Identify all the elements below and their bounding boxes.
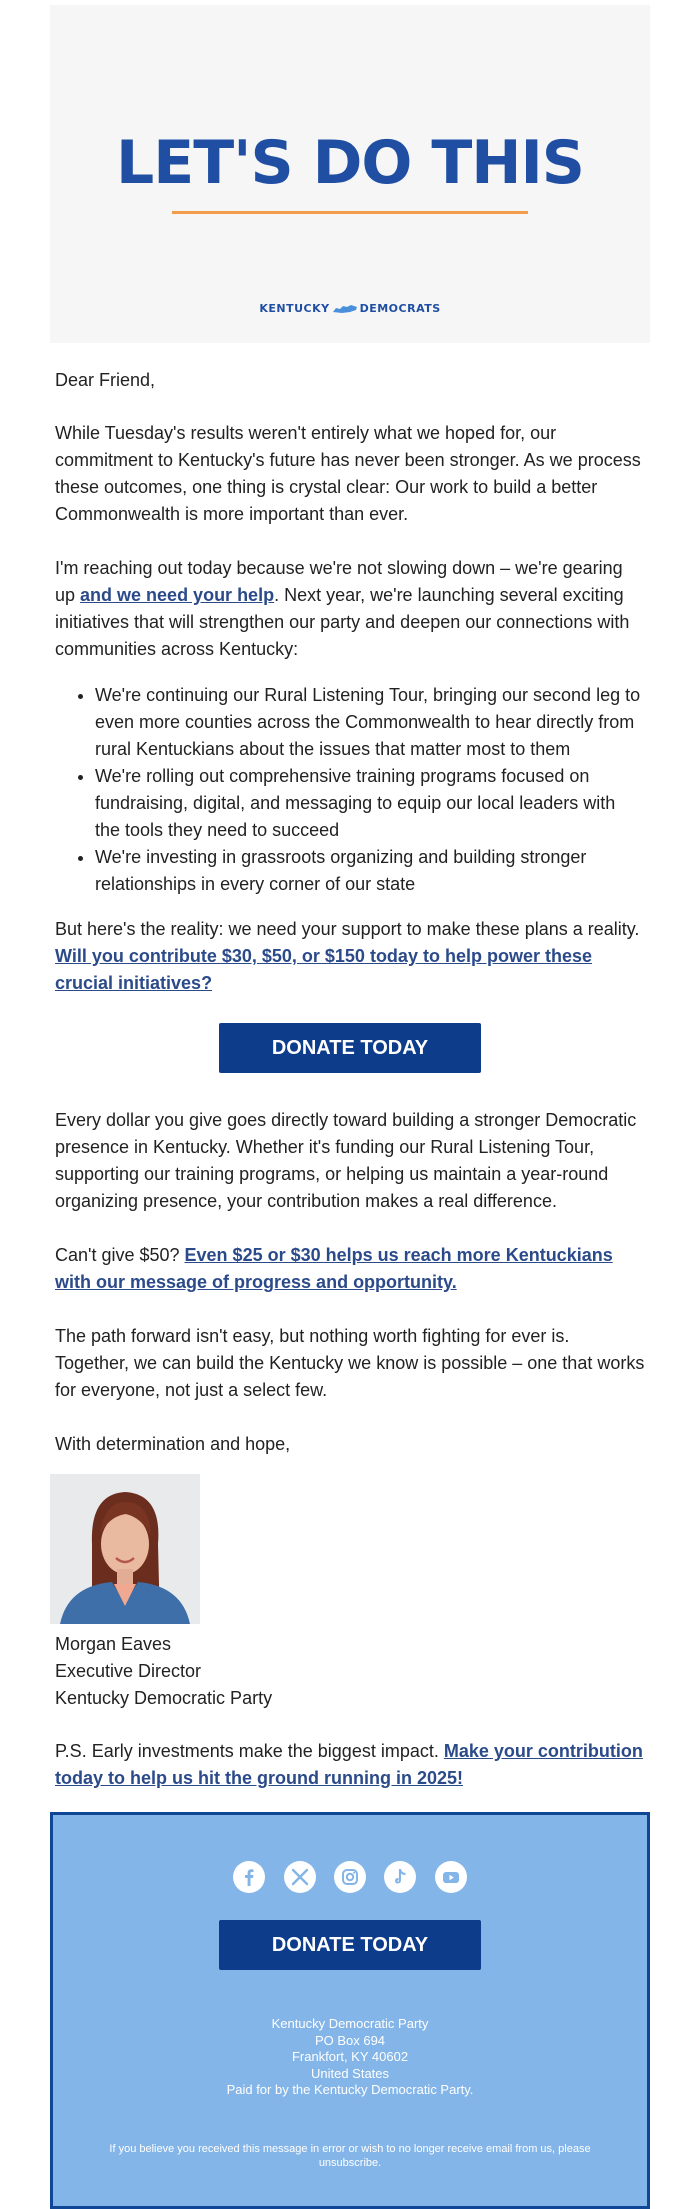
facebook-icon[interactable] bbox=[233, 1861, 265, 1893]
headline-underline bbox=[172, 211, 528, 214]
kentucky-democrats-logo bbox=[50, 302, 650, 315]
x-icon[interactable] bbox=[284, 1861, 316, 1893]
greeting: Dear Friend, bbox=[55, 370, 156, 390]
footer-donate-button[interactable]: DONATE TODAY bbox=[219, 1920, 481, 1970]
logo-right-text: DEMOCRATS bbox=[359, 302, 441, 315]
list-item: • We're investing in grassroots organizing and building stronger relationships in every corner of our state bbox=[95, 844, 645, 898]
footer-po-box: PO Box 694 bbox=[314, 2032, 386, 2048]
paragraph-intro: While Tuesday's results weren't entirely what we hoped for, our commitment to Kentucky's future has never been stronger. As we process these outcomes, one thing is crystal clear: Our work to build a better Commonwealth is more important than ever. bbox=[55, 423, 641, 524]
header-banner bbox=[50, 5, 650, 343]
small-gift-link[interactable]: Even $25 or $30 helps us reach more Kentuckians with our message of progress and opportunity. bbox=[55, 1245, 613, 1292]
footer-paid-for: Paid for by the Kentucky Democratic Party. bbox=[226, 2082, 474, 2097]
logo-left-text: KENTUCKY bbox=[259, 302, 330, 315]
paragraph-path-forward: The path forward isn't easy, but nothing worth fighting for ever is. Together, we can build the Kentucky we know is possible – one that works for everyone, not just a select few. bbox=[55, 1326, 645, 1400]
signer-photo bbox=[50, 1474, 200, 1624]
list-item: • We're continuing our Rural Listening Tour, bringing our second leg to even more counties across the Commonwealth to hear directly from rural Kentuckians about the issues that matter most to them bbox=[95, 682, 645, 763]
contribute-amounts-link[interactable]: Will you contribute $30, $50, or $150 today to help power these crucial initiatives? bbox=[55, 946, 592, 993]
footer-org-name: Kentucky Democratic Party bbox=[271, 2016, 429, 2031]
paragraph-small-gift: Can't give $50? Even $25 or $30 helps us reach more Kentuckians with our message of progress and opportunity. bbox=[55, 1245, 613, 1292]
initiatives-list bbox=[55, 682, 645, 898]
unsubscribe-note[interactable]: If you believe you received this message in error or wish to no longer receive email from us, please unsubscribe. bbox=[109, 2143, 591, 2169]
signer-organization: Kentucky Democratic Party bbox=[55, 1688, 273, 1708]
signoff: With determination and hope, bbox=[55, 1434, 291, 1454]
list-item: • We're rolling out comprehensive training programs focused on fundraising, digital, and messaging to equip our local leaders with the tools they need to succeed bbox=[95, 763, 645, 844]
kentucky-state-icon bbox=[332, 304, 358, 314]
footer-country: United States bbox=[310, 2065, 390, 2081]
postscript: P.S. Early investments make the biggest impact. Make your contribution today to help us hit the ground running in 2025! bbox=[55, 1741, 643, 1788]
need-your-help-link[interactable]: and we need your help bbox=[80, 585, 275, 605]
signer-name: Morgan Eaves bbox=[55, 1634, 172, 1654]
portrait-image bbox=[50, 1474, 200, 1624]
ps-contribution-link[interactable]: Make your contribution today to help us hit the ground running in 2025! bbox=[55, 1741, 643, 1788]
paragraph-help: I'm reaching out today because we're not slowing down – we're gearing up and we need your help. Next year, we're launching several exciting initiatives that will strengthen our party and deepen our connections with communities across Kentucky: bbox=[55, 558, 630, 659]
tiktok-icon[interactable] bbox=[384, 1861, 416, 1893]
donate-today-button[interactable]: DONATE TODAY bbox=[219, 1023, 481, 1073]
footer-address bbox=[53, 2016, 647, 2099]
signer-title: Executive Director bbox=[55, 1661, 202, 1681]
paragraph-ask: But here's the reality: we need your support to make these plans a reality. Will you contribute $30, $50, or $150 today to help power these crucial initiatives? bbox=[55, 919, 640, 993]
footer-city: Frankfort, KY 40602 bbox=[291, 2049, 409, 2064]
paragraph-impact: Every dollar you give goes directly toward building a stronger Democratic presence in Kentucky. Whether it's funding our Rural Listening Tour, supporting our training programs, or helping us maintain a year-round organizing presence, your contribution makes a real difference. bbox=[55, 1110, 637, 1211]
instagram-icon[interactable] bbox=[334, 1861, 366, 1893]
headline: LET'S DO THIS bbox=[116, 128, 584, 198]
youtube-icon[interactable] bbox=[435, 1861, 467, 1893]
footer bbox=[50, 1812, 650, 2209]
social-icons-row bbox=[53, 1861, 647, 1893]
